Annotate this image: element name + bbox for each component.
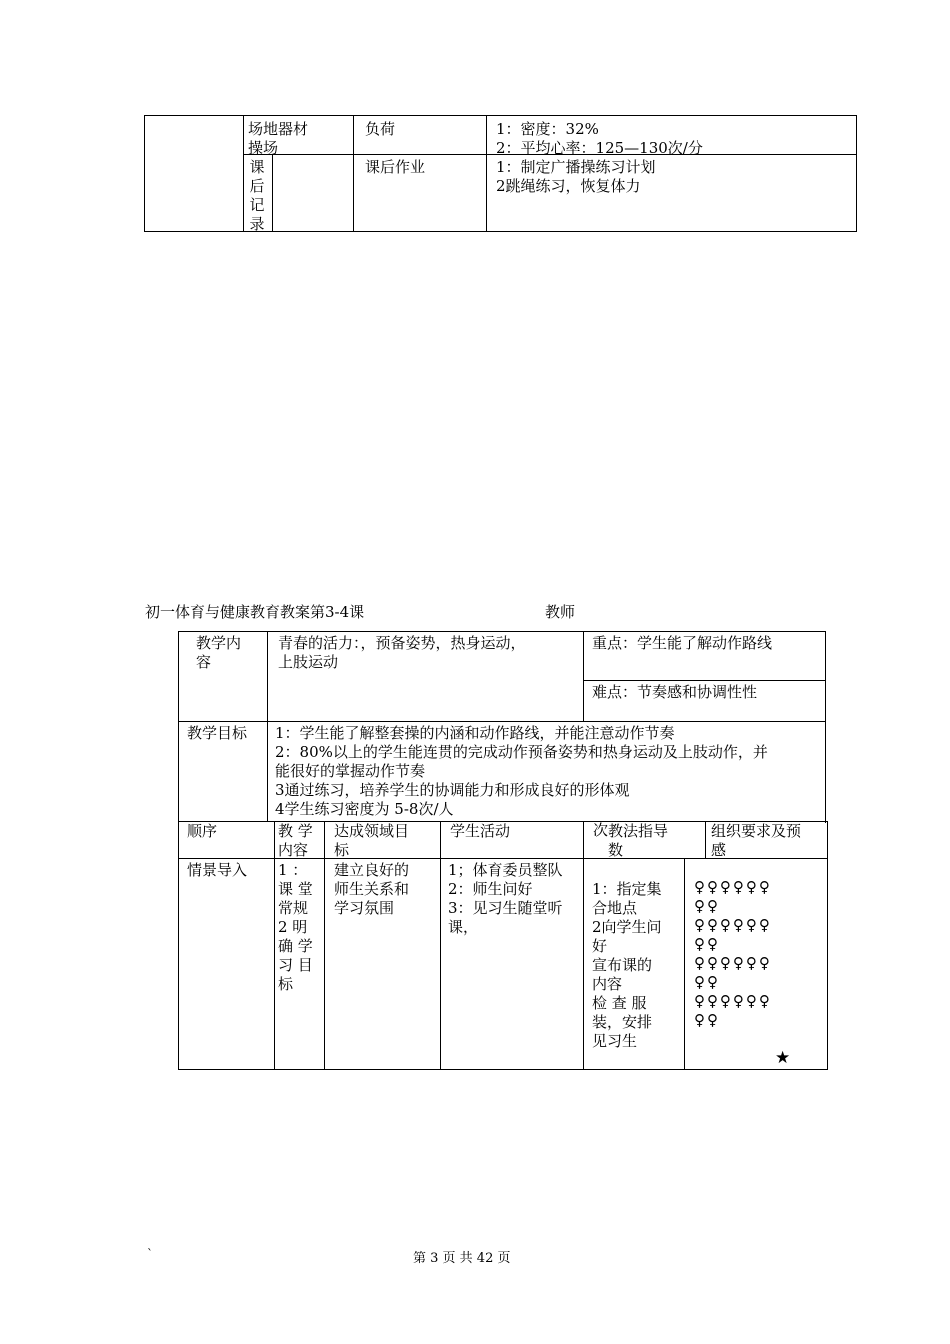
homework-table (144, 115, 857, 232)
header-domain: 达成领域目 标 (334, 822, 410, 859)
header-content: 教 学 内容 (278, 822, 313, 859)
header-org: 组织要求及预 感 (711, 822, 802, 859)
row-student: 1；体育委员整队 2：师生问好 3：见习生随堂听 课， (448, 861, 563, 936)
footer-backtick: ` (147, 1247, 153, 1261)
objectives-list (275, 724, 820, 819)
objectives-label: 教学目标 (187, 724, 248, 742)
formation-diagram (694, 878, 824, 1030)
teacher-star-icon: ★ (775, 1048, 791, 1068)
formation-row: ♀♀♀♀♀♀ ♀♀ (694, 878, 772, 915)
row-domain: 建立良好的 师生关系和 学习氛围 (334, 861, 410, 917)
header-order: 顺序 (187, 822, 218, 840)
objective-item: 2：80%以上的学生能连贯的完成动作预备姿势和热身运动及上肢动作，并 能很好的掌握动作节奏 (275, 743, 768, 780)
header-method: 教法指导 数 (608, 822, 669, 859)
homework-value: 1：制定广播操练习计划 2跳绳练习，恢复体力 (496, 158, 656, 195)
record-label: 课 后 记 录 (249, 158, 265, 233)
row-order: 情景导入 (187, 861, 248, 879)
load-label: 负荷 (365, 120, 396, 138)
lesson-title: 初一体育与健康教育教案第3-4课 (145, 603, 365, 621)
formation-row: ♀♀♀♀♀♀ ♀♀ (694, 992, 772, 1029)
homework-label: 课后作业 (365, 158, 426, 176)
venue-label: 场地器材 操场 (248, 120, 309, 157)
teacher-label: 教师 (545, 603, 576, 621)
content-label: 教学内 容 (196, 634, 242, 671)
formation-row: ♀♀♀♀♀♀ ♀♀ (694, 954, 772, 991)
formation-row: ♀♀♀♀♀♀ ♀♀ (694, 916, 772, 953)
objective-item: 4学生练习密度为 5-8次/人 (275, 800, 454, 818)
key-point: 重点：学生能了解动作路线 (592, 634, 773, 652)
header-times: 次 (593, 821, 609, 839)
header-student: 学生活动 (450, 822, 511, 840)
difficulty: 难点：节奏感和协调性性 (592, 683, 758, 701)
content-value: 青春的活力：，预备姿势，热身运动， 上肢运动 (278, 634, 526, 671)
objective-item: 1：学生能了解整套操的内涵和动作路线，并能注意动作节奏 (275, 724, 675, 742)
row-content: 1 ： 课 堂 常规 2 明 确 学 习 目 标 (278, 861, 313, 993)
load-value: 1：密度：32% 2：平均心率：125—130次/分 (496, 120, 703, 157)
lesson-plan-table (178, 631, 828, 1070)
page-number: 第 3 页 共 42 页 (413, 1251, 511, 1266)
row-method: 1：指定集 合地点 2向学生问 好 宣布课的 内容 检 查 服 装，安排 见习生 (592, 880, 662, 1050)
objective-item: 3通过练习，培养学生的协调能力和形成良好的形体观 (275, 781, 630, 799)
